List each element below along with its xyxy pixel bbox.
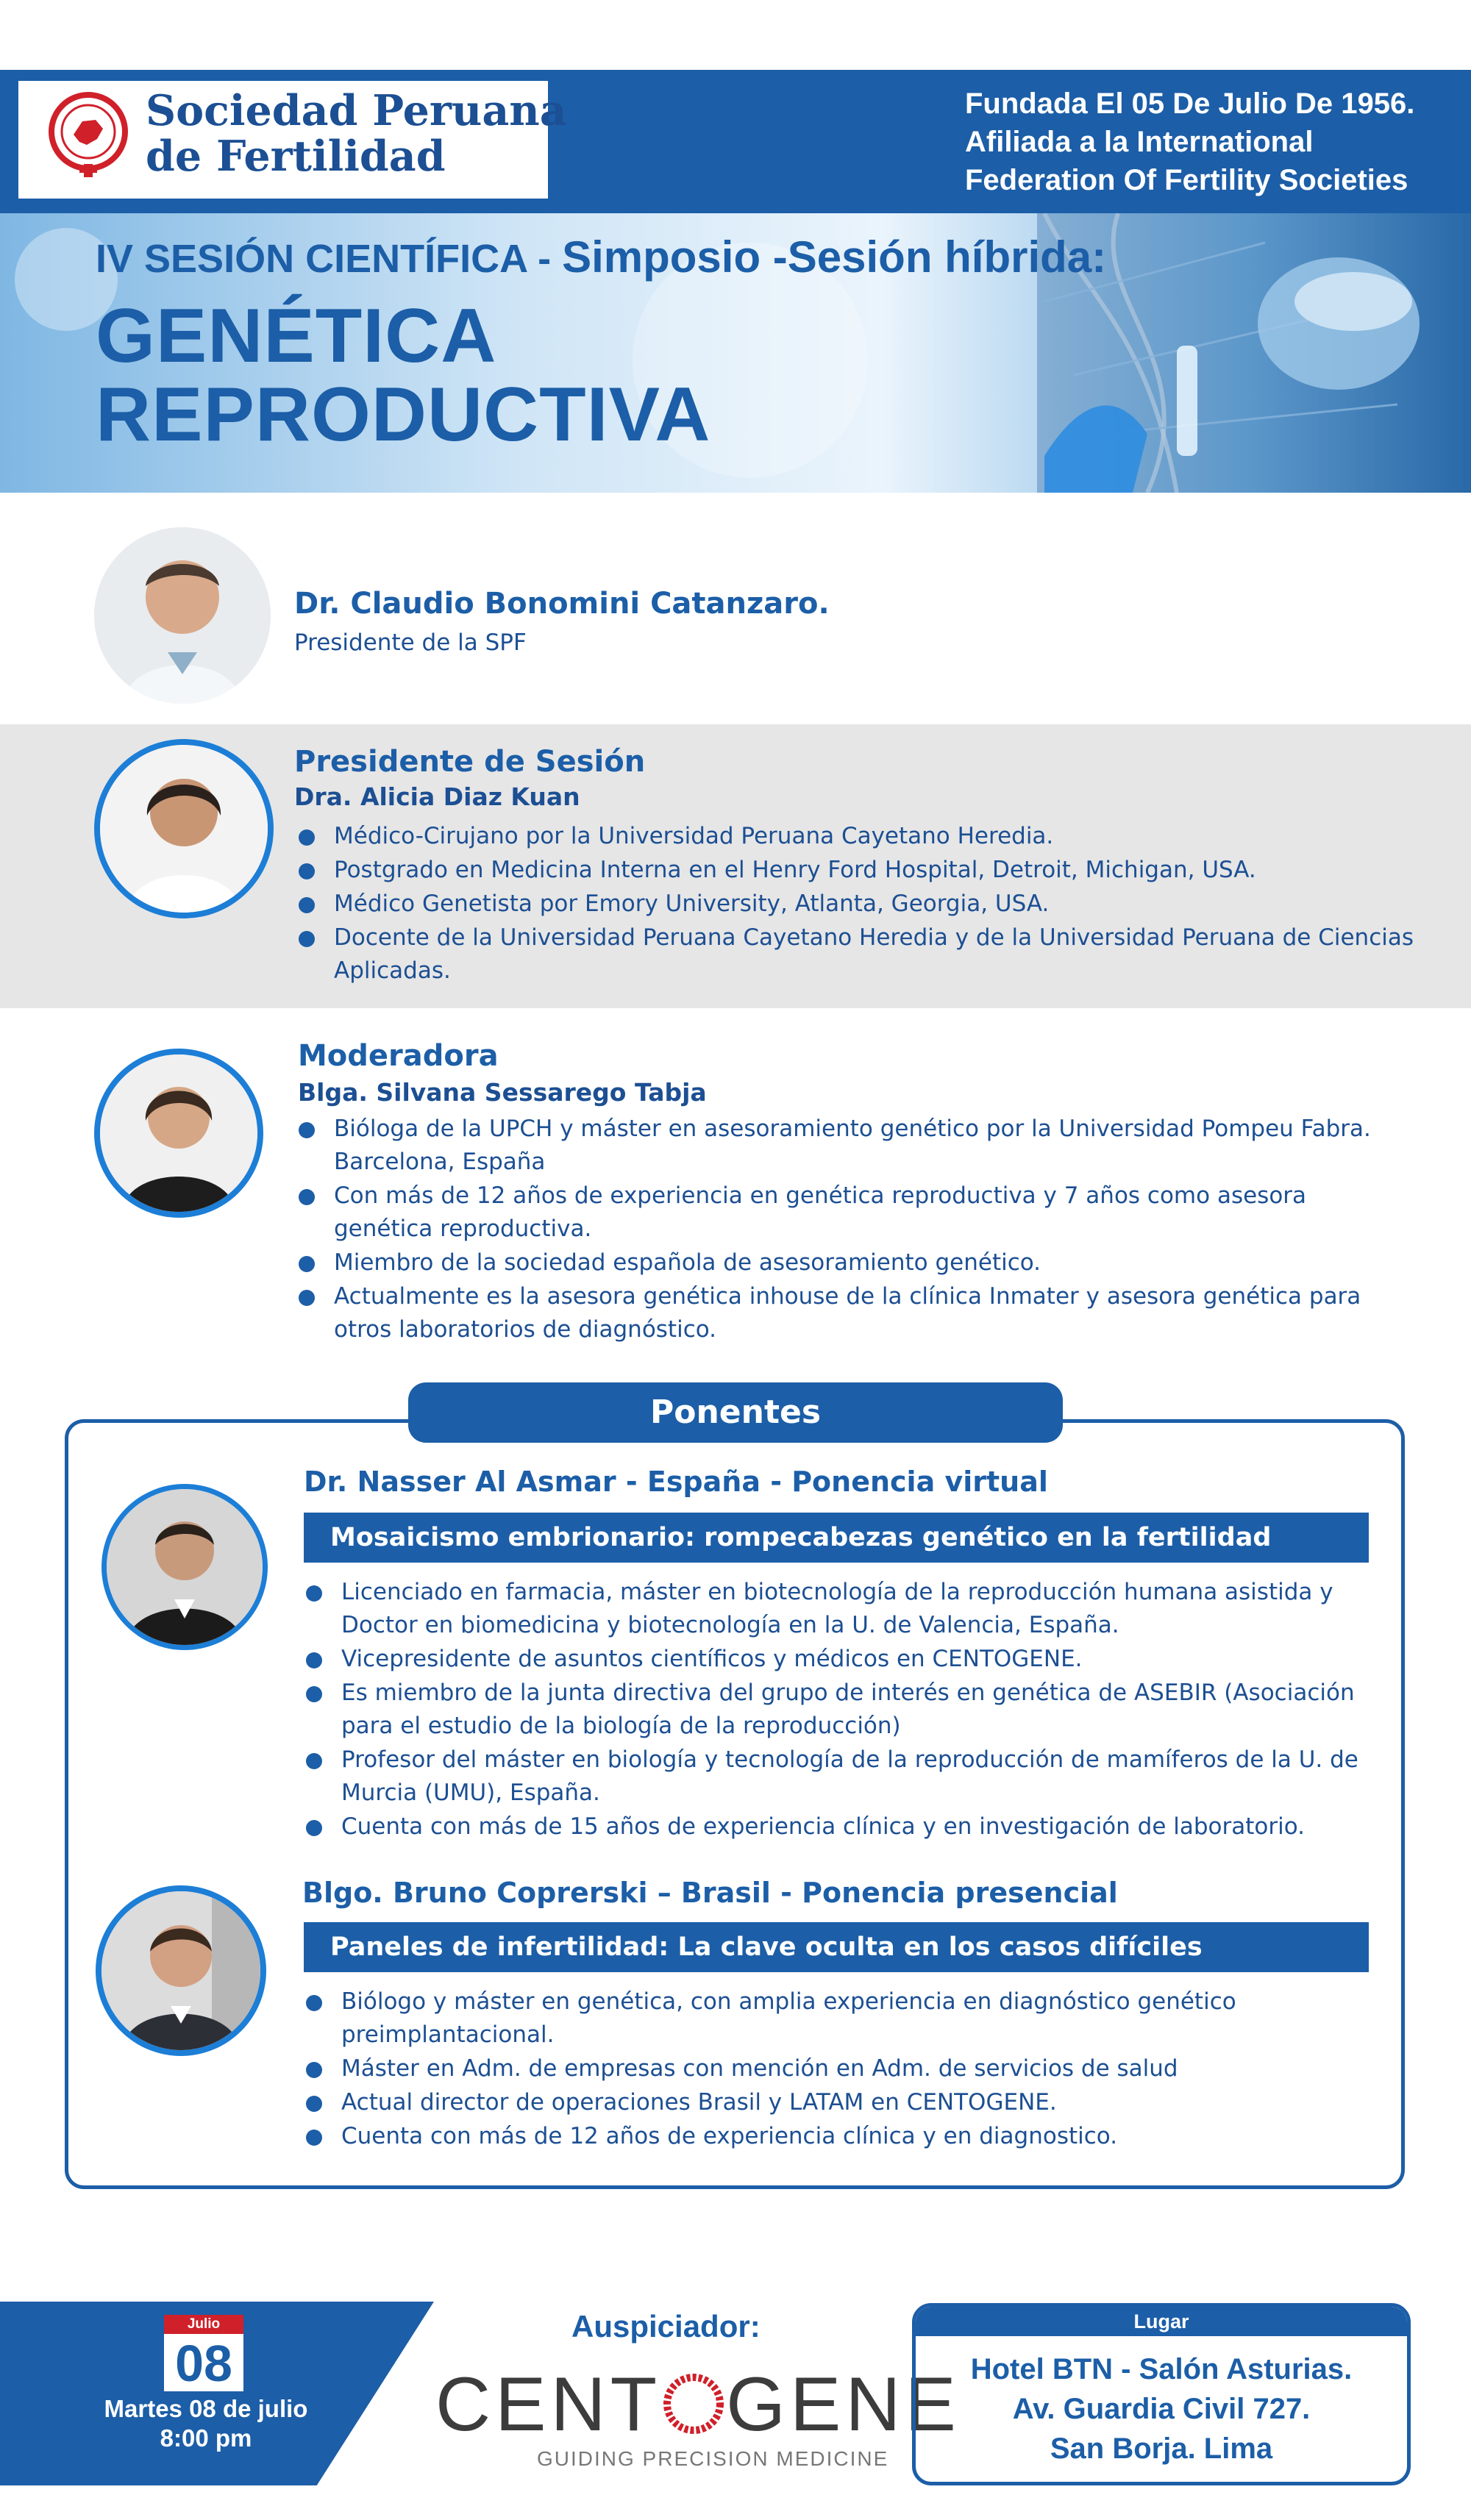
speaker2-talk-title: Paneles de infertilidad: La clave oculta en los casos difíciles (304, 1922, 1369, 1972)
event-prefix: IV SESIÓN CIENTÍFICA - (96, 237, 563, 281)
bio-item: Postgrado en Medicina Interna en el Henry Ford Hospital, Detroit, Michigan, USA. (297, 854, 1415, 887)
moderator-heading: Moderadora (298, 1039, 499, 1073)
sponsor-name-left: CENT (435, 2362, 662, 2447)
president-photo (94, 527, 271, 704)
bio-item: Con más de 12 años de experiencia en genética reproductiva y 7 años como asesora genética reproductiva. (297, 1179, 1386, 1246)
event-subtitle (96, 232, 1106, 282)
bio-item: Médico-Cirujano por la Universidad Peruana Cayetano Heredia. (297, 820, 1415, 853)
speaker2-photo (101, 1891, 260, 2050)
bio-item: Actual director de operaciones Brasil y LATAM en CENTOGENE. (304, 2086, 1378, 2119)
president-role: Presidente de la SPF (294, 629, 527, 656)
calendar-day: 08 (175, 2335, 232, 2392)
person-avatar-icon (100, 745, 268, 913)
session-president-bio-list (297, 820, 1415, 988)
bio-item: Cuenta con más de 15 años de experiencia clínica y en investigación de laboratorio. (304, 1810, 1393, 1843)
speaker2-name: Blgo. Bruno Coprerski – Brasil - Ponencia presencial (302, 1877, 1118, 1909)
person-avatar-icon (94, 527, 271, 704)
event-time: 8:00 pm (160, 2424, 252, 2452)
centogene-o-icon (663, 2373, 724, 2435)
bio-item: Médico Genetista por Emory University, Atlanta, Georgia, USA. (297, 888, 1415, 921)
venue-line3: San Borja. Lima (1050, 2432, 1273, 2465)
event-date: Martes 08 de julio (104, 2395, 308, 2422)
speakers-heading: Ponentes (408, 1382, 1063, 1443)
bio-item: Profesor del máster en biología y tecnología de la reproducción de mamíferos de la U. de Murcia (UMU), España. (304, 1743, 1393, 1810)
bio-item: Docente de la Universidad Peruana Cayetano Heredia y de la Universidad Peruana de Ciencias Aplicadas. (297, 921, 1415, 988)
sponsor-name-right: GENE (726, 2362, 961, 2447)
venue-label: Lugar (916, 2307, 1407, 2336)
sponsor-tagline: GUIDING PRECISION MEDICINE (537, 2447, 889, 2470)
moderator-name: Blga. Silvana Sessarego Tabja (298, 1078, 707, 1107)
speaker1-talk-title: Mosaicismo embrionario: rompecabezas genético en la fertilidad (304, 1513, 1369, 1563)
session-president-heading: Presidente de Sesión (294, 745, 646, 779)
affiliation-text-1: Afiliada a la International (965, 126, 1314, 158)
speaker1-name: Dr. Nasser Al Asmar - España - Ponencia virtual (304, 1466, 1048, 1498)
calendar-icon (164, 2315, 243, 2391)
session-president-photo (100, 745, 268, 913)
venue-address (916, 2336, 1407, 2469)
bio-item: Vicepresidente de asuntos científicos y médicos en CENTOGENE. (304, 1643, 1393, 1676)
president-name: Dr. Claudio Bonomini Catanzaro. (294, 587, 830, 621)
venue-line1: Hotel BTN - Salón Asturias. (970, 2353, 1353, 2385)
moderator-bio-list (297, 1113, 1386, 1347)
calendar-month: Julio (164, 2315, 243, 2334)
speaker1-bio-list (304, 1576, 1393, 1844)
bio-item: Actualmente es la asesora genética inhouse de la clínica Inmater y asesora genética para otros laboratorios de diagnóstico. (297, 1280, 1386, 1346)
affiliation-text-2: Federation Of Fertility Societies (965, 164, 1408, 196)
speaker2-bio-list (304, 1985, 1378, 2154)
founded-text: Fundada El 05 De Julio De 1956. (965, 88, 1415, 120)
session-president-name: Dra. Alicia Diaz Kuan (294, 782, 580, 811)
bio-item: Licenciado en farmacia, máster en biotecnología de la reproducción humana asistida y Doctor en biomedicina y biotecnología en la U. de Valencia, España. (304, 1576, 1393, 1642)
person-avatar-icon (107, 1489, 263, 1645)
speaker1-photo (107, 1489, 263, 1645)
venue-line2: Av. Guardia Civil 727. (1012, 2393, 1311, 2425)
venue-box (912, 2303, 1411, 2485)
event-date-time (88, 2394, 324, 2453)
person-avatar-icon (101, 1891, 260, 2050)
bio-item: Miembro de la sociedad española de asesoramiento genético. (297, 1246, 1386, 1279)
bio-item: Biólogo y máster en genética, con amplia experiencia en diagnóstico genético preimplantacional. (304, 1985, 1378, 2052)
moderator-photo (100, 1054, 257, 1212)
bio-item: Cuenta con más de 12 años de experiencia clínica y en diagnostico. (304, 2120, 1378, 2153)
sponsor-label: Auspiciador: (571, 2309, 761, 2344)
org-name-line2: de Fertilidad (146, 132, 446, 181)
bio-item: Bióloga de la UPCH y máster en asesoramiento genético por la Universidad Pompeu Fabra. Barcelona, España (297, 1113, 1386, 1179)
person-avatar-icon (100, 1054, 257, 1212)
event-title-line2: REPRODUCTIVA (96, 372, 711, 457)
sponsor-logo (435, 2362, 961, 2447)
org-name-line1: Sociedad Peruana (146, 86, 567, 135)
event-title-line1: GENÉTICA (96, 293, 497, 379)
bio-item: Es miembro de la junta directiva del grupo de interés en genética de ASEBIR (Asociación para el estudio de la biología de la reproducción) (304, 1677, 1393, 1743)
society-seal-logo (44, 90, 132, 179)
bio-item: Máster en Adm. de empresas con mención en Adm. de servicios de salud (304, 2052, 1378, 2085)
event-type: Simposio -Sesión híbrida: (562, 232, 1107, 282)
